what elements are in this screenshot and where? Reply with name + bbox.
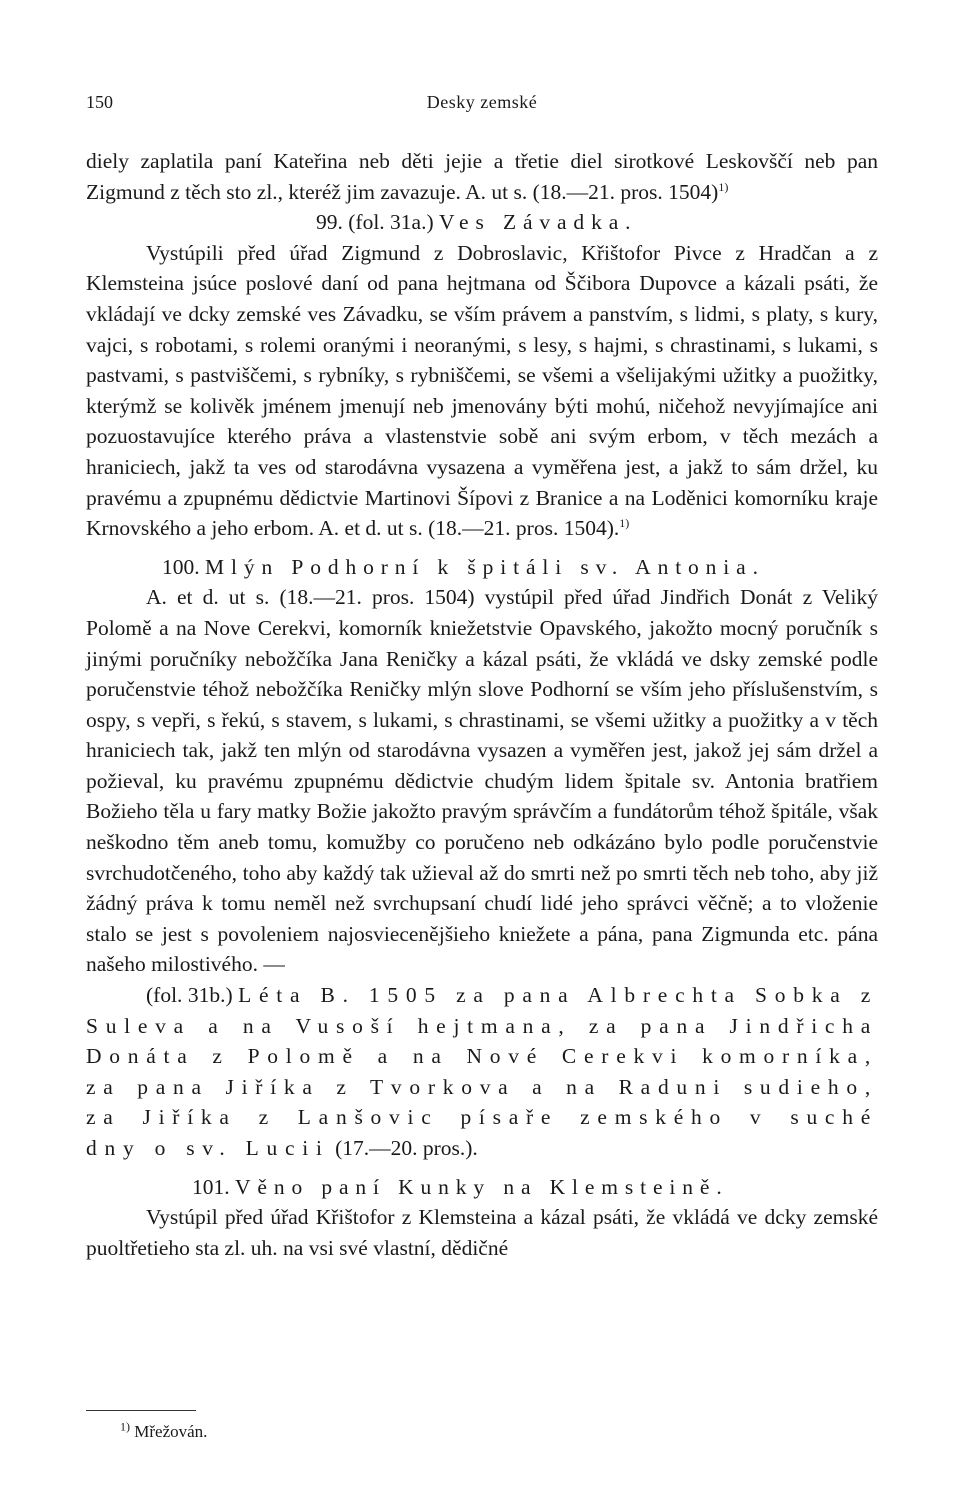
intro-text: diely zaplatila paní Kateřina neb děti jejie a třetie diel sirotkové Leskovščí neb pan Zigmund z těch sto zl., kteréž jim zavazuje. A. ut s. (18.—21. pros. 1504) <box>86 149 878 204</box>
entry-title: Věno paní Kunky na Klemsteině. <box>235 1174 729 1199</box>
entry-99-heading <box>86 207 878 238</box>
entry-text: Vystúpili před úřad Zigmund z Dobroslavic, Křištofor Pivce z Hradčan a z Klemsteina jsúce poslové daní od pana hejtmana od Ščibora Dupovce a kázali psáti, že vkládají ve dcky zemské ves Závadku, se vším právem a panstvím, s lidmi, s platy, s kury, vajci, s robotami, s rolemi oranými i neoranými, s lesy, s hajmi, s chrastinami, s lukami, s pastvami, s pastviščemi, s rybníky, s rybniščemi, se všemi a všelijakými užitky a puožitky, kterýmž se kolivěk jménem jmenují neb jmenovány býti mohú, ničehož nevyjímajíce ani pozuostavujíce kterého práva a vlastenstvie sobě ani svým erbom, v těch mezách a hraniciech, jakž ta ves od starodávna vysazena a vyměřena jest, a jakž to sám držel, ku pravému a zpupnému dědictvie Martinovi Šípovi z Branice a na Loděnici komorníku kraje Krnovského a jeho erbom. A. et d. ut s. (18.—21. pros. 1504). <box>86 240 878 541</box>
session-paragraph <box>86 980 878 1164</box>
folio-reference: (fol. 31b.) <box>146 983 233 1008</box>
footnote-divider <box>86 1410 196 1411</box>
running-title: Desky zemské <box>426 92 538 112</box>
footnote-text: Mřežován. <box>134 1422 208 1441</box>
footnote <box>120 1419 208 1442</box>
running-head <box>86 92 878 122</box>
entry-100-text <box>86 582 878 980</box>
entry-text: A. et d. ut s. (18.—21. pros. 1504) vystúpil před úřad Jindřich Donát z Veliký Polomě a na Nove Cerekvi, komorník kniežetstvie Opavského, jakožto mocný poručník s jinými poručníky nebožčíka Jana Reničky a kázal psáti, že vkládá ve dsky zemské podle poručenstvie téhož nebožčíka Reničky mlýn slove Podhorní se vším jeho příslušenstvím, s ospy, s vepři, s řekú, s stavem, s lukami, s chrastinami, se všemi užitky a puožitky a v těch hraniciech tak, jakž ten mlýn od starodávna vysazen a vyměřen jest, jakož jej sám držel a požieval, ku pravému zpupnému dědictvie chudým lidem špitale sv. Antonia bratřiem Božieho těla u fary matky Božie jakožto pravým správčím a fundátorům téhož špitále, však neškodno těm aneb tomu, komužby co poručeno neb odkázáno bylo podle poručenstvie svrchudotčeného, toho aby každý tak užieval až do smrti než po smrti těch neb toho, aby již žádný práva k tomu neměl než svrchupsaní chudí lidé jeho správci věčně; a to vloženie stalo se jest s povoleniem najosviecenějšieho kniežete a pána, pana Zigmunda etc. pána našeho milostivého. — <box>86 585 878 977</box>
intro-paragraph <box>86 146 878 207</box>
entry-101-text <box>86 1202 878 1263</box>
entry-number: 99. <box>316 210 343 235</box>
session-date: (17.—20. pros.). <box>335 1136 478 1160</box>
session-text: Léta B. 1505 za pana Albrechta Sobka z Suleva a na Vusoší hejtmana, za pana Jindřicha Donáta z Polomě a na Nové Cerekvi komorníka, za pana Jiříka z Tvorkova a na Raduni sudieho, za Jiříka z Lanšovic písaře zemského v suché dny o sv. Lucii <box>86 983 878 1160</box>
footnote-ref: 1) <box>718 179 729 194</box>
entry-number: 100. <box>162 554 200 579</box>
document-body <box>86 146 878 1263</box>
entry-99-text <box>86 238 878 544</box>
entry-title: Ves Závadka. <box>439 210 638 235</box>
folio-reference: (fol. 31a.) <box>348 210 434 235</box>
page <box>86 92 878 1263</box>
footnote-ref: 1) <box>619 515 630 530</box>
entry-100-heading <box>86 552 878 583</box>
entry-number: 101. <box>192 1174 230 1199</box>
entry-101-heading <box>86 1172 878 1203</box>
page-number: 150 <box>86 92 113 112</box>
entry-title: Mlýn Podhorní k špitáli sv. Antonia. <box>205 554 765 579</box>
entry-text: Vystúpil před úřad Křištofor z Klemsteina a kázal psáti, že vkládá ve dcky zemské puoltřetieho sta zl. uh. na vsi své vlastní, dědičné <box>86 1205 878 1260</box>
footnote-marker: 1) <box>120 1419 130 1434</box>
